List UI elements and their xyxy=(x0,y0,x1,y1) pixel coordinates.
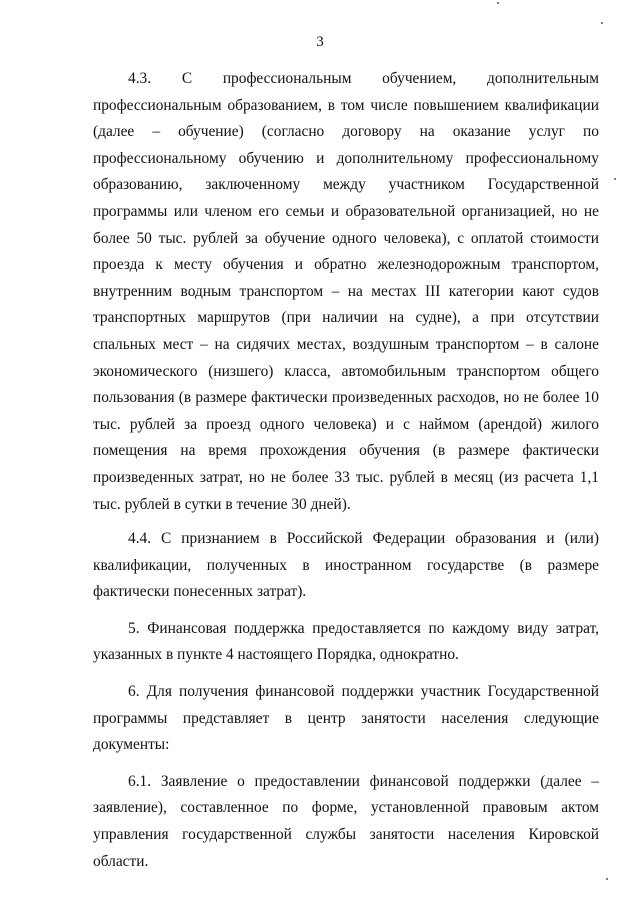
page-number: 3 xyxy=(316,34,324,50)
paragraph-4-3: 4.3. С профессиональным обучением, дополнительным профессиональным образованием, в том числе повышением квалификации (далее – обучение) (согласно договору на оказание услуг по профессиональному обучению и дополнительному профессиональному образованию, заключенному между участником Государственной программы или членом его семьи и образовательной организацией, но не более 50 тыс. рублей за обучение одного человека), с оплатой стоимости проезда к месту обучения и обратно железнодорожным транспортом, внутренним водным транспортом – на местах III категории кают судов транспортных маршрутов (при наличии на судне), а при отсутствии спальных мест – на сидячих местах, воздушным транспортом – в салоне экономического (низшего) класса, автомобильным транспортом общего пользования (в размере фактически произведенных расходов, но не более 10 тыс. рублей за проезд одного человека) и с наймом (арендой) жилого помещения на время прохождения обучения (в размере фактически произведенных затрат, но не более 33 тыс. рублей в месяц (из расчета 1,1 тыс. рублей в сутки в течение 30 дней). xyxy=(93,70,599,513)
scan-speck xyxy=(614,178,616,180)
paragraph-5: 5. Финансовая поддержка предоставляется по каждому виду затрат, указанных в пункте 4 настоящего Порядка, однократно. xyxy=(93,619,599,664)
scan-speck xyxy=(601,22,603,24)
paragraph-4-4: 4.4. С признанием в Российской Федерации образования и (или) квалификации, полученных в иностранном государстве (в размере фактически понесенных затрат). xyxy=(93,530,599,601)
document-body xyxy=(93,66,599,885)
paragraph-6-1: 6.1. Заявление о предоставлении финансовой поддержки (далее – заявление), составленное по форме, установленной правовым актом управления государственной службы занятости населения Кировской области. xyxy=(93,772,599,870)
paragraph-6: 6. Для получения финансовой поддержки участник Государственной программы представляет в центр занятости населения следующие документы: xyxy=(93,683,599,754)
scan-speck xyxy=(606,878,608,880)
scan-speck xyxy=(497,2,499,4)
